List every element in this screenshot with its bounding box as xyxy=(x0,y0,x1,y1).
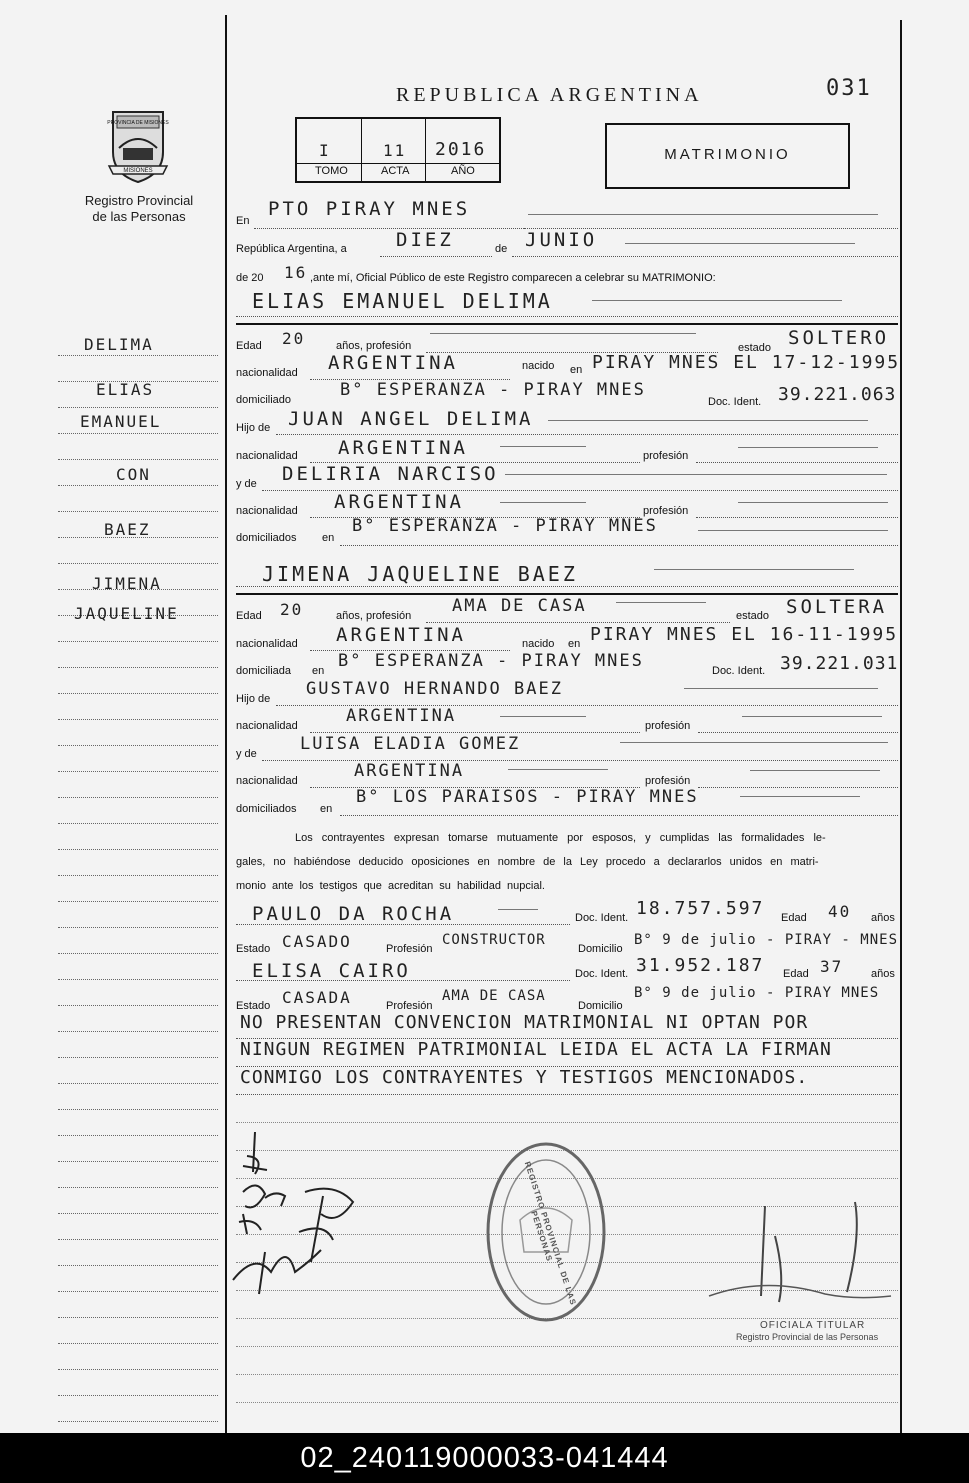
bride-father-nationality: ARGENTINA xyxy=(346,706,457,726)
margin-conjunction: CON xyxy=(116,465,151,484)
bride-age: 20 xyxy=(280,600,304,619)
witness2-status: CASADA xyxy=(282,988,352,1007)
groom-anos-profesion-label: años, profesión xyxy=(336,340,412,352)
margin-surname1: DELIMA xyxy=(84,335,154,354)
groom-hijo-label: Hijo de xyxy=(236,422,271,434)
bride-mother-nacionalidad-label: nacionalidad xyxy=(236,775,298,787)
bride-father-profesion-label: profesión xyxy=(645,720,691,732)
witness2-profession: AMA DE CASA xyxy=(442,988,546,1004)
bride-hijo-label: Hijo de xyxy=(236,693,271,705)
document-number: 031 xyxy=(826,76,872,101)
witness2-age: 37 xyxy=(820,957,844,976)
groom-nacionalidad-label: nacionalidad xyxy=(236,367,298,379)
groom-mother-nacionalidad-label: nacionalidad xyxy=(236,505,298,517)
groom-marital-status: SOLTERO xyxy=(788,327,890,349)
registry-name-line2: de las Personas xyxy=(92,209,186,224)
groom-address: B° ESPERANZA - PIRAY MNES xyxy=(340,380,646,400)
closing-line3: CONMIGO LOS CONTRAYENTES Y TESTIGOS MENCIONADOS. xyxy=(240,1067,809,1088)
act-type-label: MATRIMONIO xyxy=(664,146,791,163)
bride-father-nacionalidad-label: nacionalidad xyxy=(236,720,298,732)
groom-nacido-label: nacido xyxy=(522,360,555,372)
bride-nacido-label: nacido xyxy=(522,638,555,650)
bride-nationality: ARGENTINA xyxy=(336,624,466,646)
bride-doc-label: Doc. Ident. xyxy=(712,665,766,677)
right-frame-line xyxy=(900,20,902,1433)
groom-full-name: ELIAS EMANUEL DELIMA xyxy=(252,289,553,313)
bride-father: GUSTAVO HERNANDO BAEZ xyxy=(306,679,563,699)
groom-father-profesion-label: profesión xyxy=(643,450,689,462)
groom-edad-label: Edad xyxy=(236,340,262,352)
tomo-label: TOMO xyxy=(315,165,348,177)
witness1-status: CASADO xyxy=(282,932,352,951)
month-value: JUNIO xyxy=(525,229,598,251)
en-label: En xyxy=(236,215,250,227)
bride-doc-number: 39.221.031 xyxy=(780,653,899,674)
groom-father: JUAN ANGEL DELIMA xyxy=(288,408,534,430)
provincial-seal xyxy=(105,108,171,184)
bride-domiciliada-en-label: en xyxy=(312,665,325,677)
groom-mother: DELIRIA NARCISO xyxy=(282,463,499,485)
contrayentes-signatures xyxy=(225,1122,365,1302)
witness2-anos-label: años xyxy=(871,968,895,980)
official-round-stamp xyxy=(484,1140,608,1324)
witness1-edad-label: Edad xyxy=(781,912,807,924)
witness2-edad-label: Edad xyxy=(783,968,809,980)
formal-text-line3: monio ante los testigos que acreditan su habilidad nupcial. xyxy=(236,880,545,892)
margin-name1b: EMANUEL xyxy=(80,412,162,431)
bride-yde-label: y de xyxy=(236,748,257,760)
groom-mother-profesion-label: profesión xyxy=(643,505,689,517)
margin-name2a: JIMENA xyxy=(92,574,162,593)
groom-age: 20 xyxy=(282,329,306,348)
witness2-estado-label: Estado xyxy=(236,1000,271,1012)
margin-surname2: BAEZ xyxy=(104,520,151,539)
formal-text-line2: gales, no habiéndose deducido oposiciones en nombre de la Ley procedo a declararlos unidos en matri- xyxy=(236,856,819,868)
republica-label: República Argentina, a xyxy=(236,243,347,255)
bride-nacido-en-label: en xyxy=(568,638,581,650)
witness1-profesion-label: Profesión xyxy=(386,943,433,955)
ano-label: AÑO xyxy=(451,165,475,177)
day-value: DIEZ xyxy=(396,229,454,251)
groom-domiciliado-label: domiciliado xyxy=(236,394,292,406)
witness1-estado-label: Estado xyxy=(236,943,271,955)
groom-doc-label: Doc. Ident. xyxy=(708,396,762,408)
witness2-domicilio-label: Domicilio xyxy=(578,1000,623,1012)
de-label: de xyxy=(495,243,508,255)
bride-edad-label: Edad xyxy=(236,610,262,622)
bride-full-name: JIMENA JAQUELINE BAEZ xyxy=(262,562,578,586)
tomo-acta-ano-box xyxy=(295,117,501,183)
bride-anos-profesion-label: años, profesión xyxy=(336,610,412,622)
official-registry: Registro Provincial de las Personas xyxy=(736,1332,879,1342)
acta-label: ACTA xyxy=(381,165,410,177)
bride-address: B° ESPERANZA - PIRAY MNES xyxy=(338,651,644,671)
year-prefix: de 20 xyxy=(236,272,264,284)
bride-mother-nationality: ARGENTINA xyxy=(354,761,465,781)
margin-name1a: ELIAS xyxy=(96,380,155,399)
witness2-address: B° 9 de julio - PIRAY MNES xyxy=(634,985,880,1001)
ano-value: 2016 xyxy=(435,139,487,160)
margin-name2b: JAQUELINE xyxy=(74,604,179,623)
groom-father-nacionalidad-label: nacionalidad xyxy=(236,450,298,462)
groom-birth: PIRAY MNES EL 17-12-1995 xyxy=(592,352,901,373)
groom-domiciliados-en-label: en xyxy=(322,532,335,544)
bride-mother: LUISA ELADIA GOMEZ xyxy=(300,734,521,754)
witness1-anos-label: años xyxy=(871,912,895,924)
witness1-doc-number: 18.757.597 xyxy=(636,898,765,919)
seal-banner-text: MISIONES xyxy=(123,168,153,174)
groom-nationality: ARGENTINA xyxy=(328,352,458,374)
closing-line2: NINGUN REGIMEN PATRIMONIAL LEIDA EL ACTA LA FIRMAN xyxy=(240,1039,832,1060)
bride-mother-profesion-label: profesión xyxy=(645,775,691,787)
groom-yde-label: y de xyxy=(236,478,257,490)
bride-domiciliada-label: domiciliada xyxy=(236,665,292,677)
act-type-box xyxy=(605,123,850,189)
acta-value: 11 xyxy=(383,141,407,160)
tomo-value: I xyxy=(319,141,331,160)
witness2-name: ELISA CAIRO xyxy=(252,960,411,982)
formal-text-line1: Los contrayentes expresan tomarse mutuamente por esposos, y cumplidas las formalidades le- xyxy=(295,832,826,844)
witness2-doc-number: 31.952.187 xyxy=(636,955,765,976)
official-signature xyxy=(705,1196,895,1306)
intro-text: ,ante mí, Oficial Público de este Registro comparecen a celebrar su MATRIMONIO: xyxy=(310,272,716,284)
bride-parents-address: B° LOS PARAISOS - PIRAY MNES xyxy=(356,787,699,807)
year-suffix: 16 xyxy=(284,263,308,282)
groom-father-nationality: ARGENTINA xyxy=(338,437,468,459)
groom-nacido-en-label: en xyxy=(570,364,583,376)
bride-birth: PIRAY MNES EL 16-11-1995 xyxy=(590,624,899,645)
bride-profession: AMA DE CASA xyxy=(452,596,587,616)
witness1-domicilio-label: Domicilio xyxy=(578,943,623,955)
groom-parents-address: B° ESPERANZA - PIRAY MNES xyxy=(352,516,658,536)
scan-footer-code: 02_240119000033-041444 xyxy=(0,1433,969,1483)
bride-estado-label: estado xyxy=(736,610,770,622)
closing-line1: NO PRESENTAN CONVENCION MATRIMONIAL NI OPTAN POR xyxy=(240,1012,809,1033)
groom-mother-nationality: ARGENTINA xyxy=(334,491,464,513)
groom-domiciliados-label: domiciliados xyxy=(236,532,297,544)
seal-top-text: PROVINCIA DE MISIONES xyxy=(107,120,169,126)
witness1-age: 40 xyxy=(828,902,852,921)
groom-doc-number: 39.221.063 xyxy=(778,384,897,405)
bride-nacionalidad-label: nacionalidad xyxy=(236,638,298,650)
official-title: OFICIALA TITULAR xyxy=(760,1320,866,1331)
witness1-doc-label: Doc. Ident. xyxy=(575,912,629,924)
witness1-profession: CONSTRUCTOR xyxy=(442,932,546,948)
witness2-doc-label: Doc. Ident. xyxy=(575,968,629,980)
witness1-name: PAULO DA ROCHA xyxy=(252,903,455,925)
bride-domiciliados-en-label: en xyxy=(320,803,333,815)
witness2-profesion-label: Profesión xyxy=(386,1000,433,1012)
place-value: PTO PIRAY MNES xyxy=(268,198,471,220)
registry-name-line1: Registro Provincial xyxy=(84,193,194,208)
stamp-text: REGISTRO PROVINCIAL DE LAS PERSONAS xyxy=(522,1160,578,1307)
country-heading: REPUBLICA ARGENTINA xyxy=(396,84,703,106)
witness1-address: B° 9 de julio - PIRAY - MNES xyxy=(634,932,899,948)
bride-marital-status: SOLTERA xyxy=(786,596,888,618)
bride-domiciliados-label: domiciliados xyxy=(236,803,297,815)
groom-estado-label: estado xyxy=(738,342,772,354)
